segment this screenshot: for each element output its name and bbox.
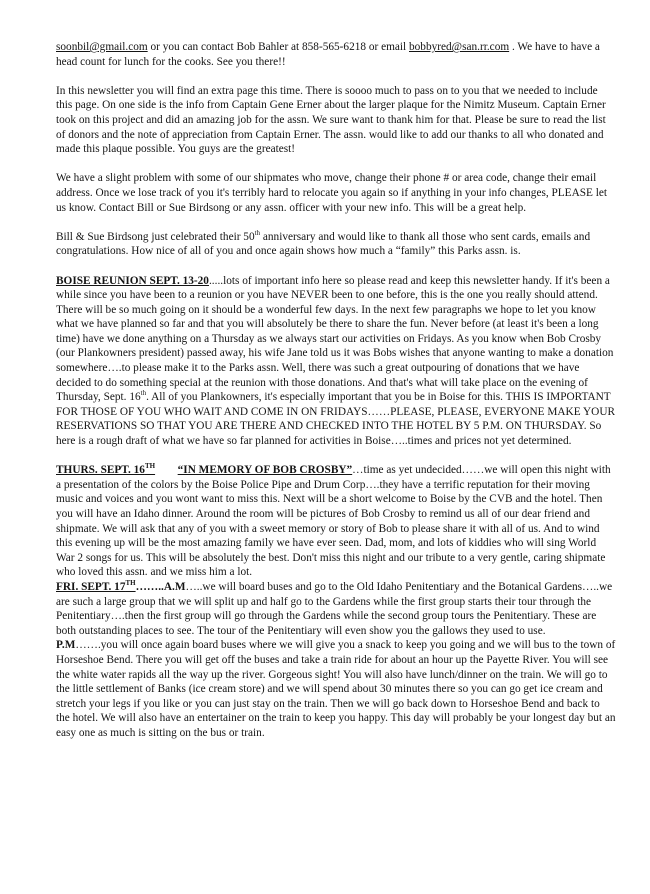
friday-am-label: ……..A.M	[135, 580, 186, 593]
friday-heading-date: FRI. SEPT. 17	[56, 580, 126, 593]
boise-reunion-superscript: th	[140, 389, 147, 398]
contact-text-end: . We have to have a head count for lunch for the cooks. See you there!!	[56, 41, 600, 68]
extra-page-paragraph: In this newsletter you will find an extra page this time. There is soooo much to pass on to you that we needed to include this page. On one side is the info from Captain Gene Erner about the larger plaque for the Nimitz Museum. Captain Erner took on this project and did an amazing job for the assn. We sure want to thank him for that. Please be sure to read the list of donors and the note of appreciation from Captain Erner. The assn. would like to add our thanks to all who donated and made this plaque possible. You guys are the greatest!	[56, 84, 606, 156]
anniversary-superscript: th	[254, 228, 261, 237]
memory-heading: “IN MEMORY OF BOB CROSBY”	[177, 464, 353, 477]
friday-pm-paragraph	[56, 638, 616, 740]
address-change-paragraph: We have a slight problem with some of our shipmates who move, change their phone # or area code, change their email address. Once we lose track of you it's terribly hard to relocate you again so if anything in your info changes, PLEASE let us know. Contact Bill or Sue Birdsong or any assn. officer with your new info. This will be a great help.	[56, 172, 608, 214]
friday-heading-superscript: TH	[125, 579, 136, 588]
newsletter-page	[56, 40, 616, 741]
anniversary-text-end: anniversary and would like to thank all those who sent cards, emails and congratulations. How nice of all of you and once again shows how much a “family” this Parks assn. is.	[56, 230, 591, 258]
thursday-text: …time as yet undecided……we will open this night with a presentation of the colors by the Boise Police Pipe and Drum Corp….they have a terrific reputation for their moving music and voices and you wont want to miss this. Next will be a short welcome to Boise by the CVB and the hotel. Then you will have an Idaho dinner. Around the room will be pictures of Bob Crosby to remind us all of our dear friend and shipmate. We will ask that any of you with a sweet memory or story of Bob to please share it with all of us. And to wind this evening up will be the most amazing family we have ever seen. Dad, mom, and lots of kiddies who will sing World War 2 songs for us. This will be absolutely the best. Don't miss this night and our tribute to a very gentle, caring shipmate who loved this assn. and we miss him a lot.	[56, 464, 611, 579]
email-link-bobbyred[interactable]: bobbyred@san.rr.com	[409, 41, 510, 53]
friday-pm-label: P.M	[56, 639, 76, 652]
anniversary-paragraph	[56, 230, 616, 259]
thursday-paragraph	[56, 463, 616, 580]
email-link-soonbil[interactable]: soonbil@gmail.com	[56, 41, 148, 53]
friday-heading	[56, 581, 136, 593]
friday-am-text: …..we will board buses and go to the Old Idaho Penitentiary and the Botanical Gardens…..we are such a large group that we will split up and half go to the Gardens while the first group starts their tour through the Penitentiary….then the first group will go through the Gardens while the second group tours the Penitentiary. These are both outstanding places to see. The tour of the Penitentiary will even show you the gallows they used to use.	[56, 580, 613, 637]
boise-reunion-text: .....lots of important info here so please read and keep this newsletter handy. If it's been a while since you have been to a reunion or you have NEVER been to one before, this is the one you really should attend. There will be so much going on it should be a wonderful few days. In the next few paragraphs we hope to let you know what we have planned so far and that you will absolutely be there to share the fun. Never before (at least it's been a long time) have we done anything on a Thursday as we always start our activities on Fridays. As you know when Bob Crosby (our Plankowners president) passed away, his wife Jane told us it was Bobs wishes that anyone wanting to make a donation somewhere….to please make it to the Parks assn. Well, there was such a great outpouring of donations that we have decided to do something special at the reunion with those donations. And that's what will take place on the evening of Thursday, Sept. 16	[56, 274, 614, 404]
thursday-heading-date: THURS. SEPT. 16	[56, 464, 145, 477]
boise-reunion-paragraph	[56, 274, 616, 449]
anniversary-text: Bill & Sue Birdsong just celebrated their 50	[56, 230, 255, 243]
boise-reunion-text-end: . All of you Plankowners, it's especially important that you be in Boise for this. THIS IS IMPORTANT FOR THOSE OF YOU WHO WAIT AND COME IN ON FRIDAYS……PLEASE, PLEASE, EVERYONE MAKE YOUR RESERVATIONS SO THAT YOU ARE THERE AND CHECKED INTO THE HOTEL BY 5 P.M. ON THURSDAY. So here is a rough draft of what we have so far planned for activities in Boise…..times and prices not yet determined.	[56, 391, 616, 448]
friday-am-paragraph	[56, 580, 616, 638]
thursday-heading-superscript: TH	[144, 462, 156, 471]
boise-reunion-heading: BOISE REUNION SEPT. 13-20	[56, 274, 209, 287]
thursday-heading-gap	[155, 464, 178, 476]
friday-pm-text: …….you will once again board buses where we will give you a snack to keep you going and we will bus to the town of Horseshoe Bend. There you will get off the buses and take a train ride for about an hour up the Payette River. You will see the white water rapids all the way up the river. Gorgeous sight! You will also have lunch/dinner on the train. We will go to the little settlement of Banks (ice cream store) and we will spend about 30 minutes there so you can go get ice cream and stretch your legs if you like or you can just stay on the train. Then we will go back down to Horseshoe Bend and back to the hotel. We will also have an entertainer on the train to keep you happy. This day will probably be your longest day but an easy one as much is sitting on the bus or train.	[56, 639, 616, 739]
contact-text: or you can contact Bob Bahler at 858-565-6218 or email	[147, 41, 409, 53]
contact-paragraph	[56, 40, 616, 69]
thursday-heading	[56, 464, 155, 476]
